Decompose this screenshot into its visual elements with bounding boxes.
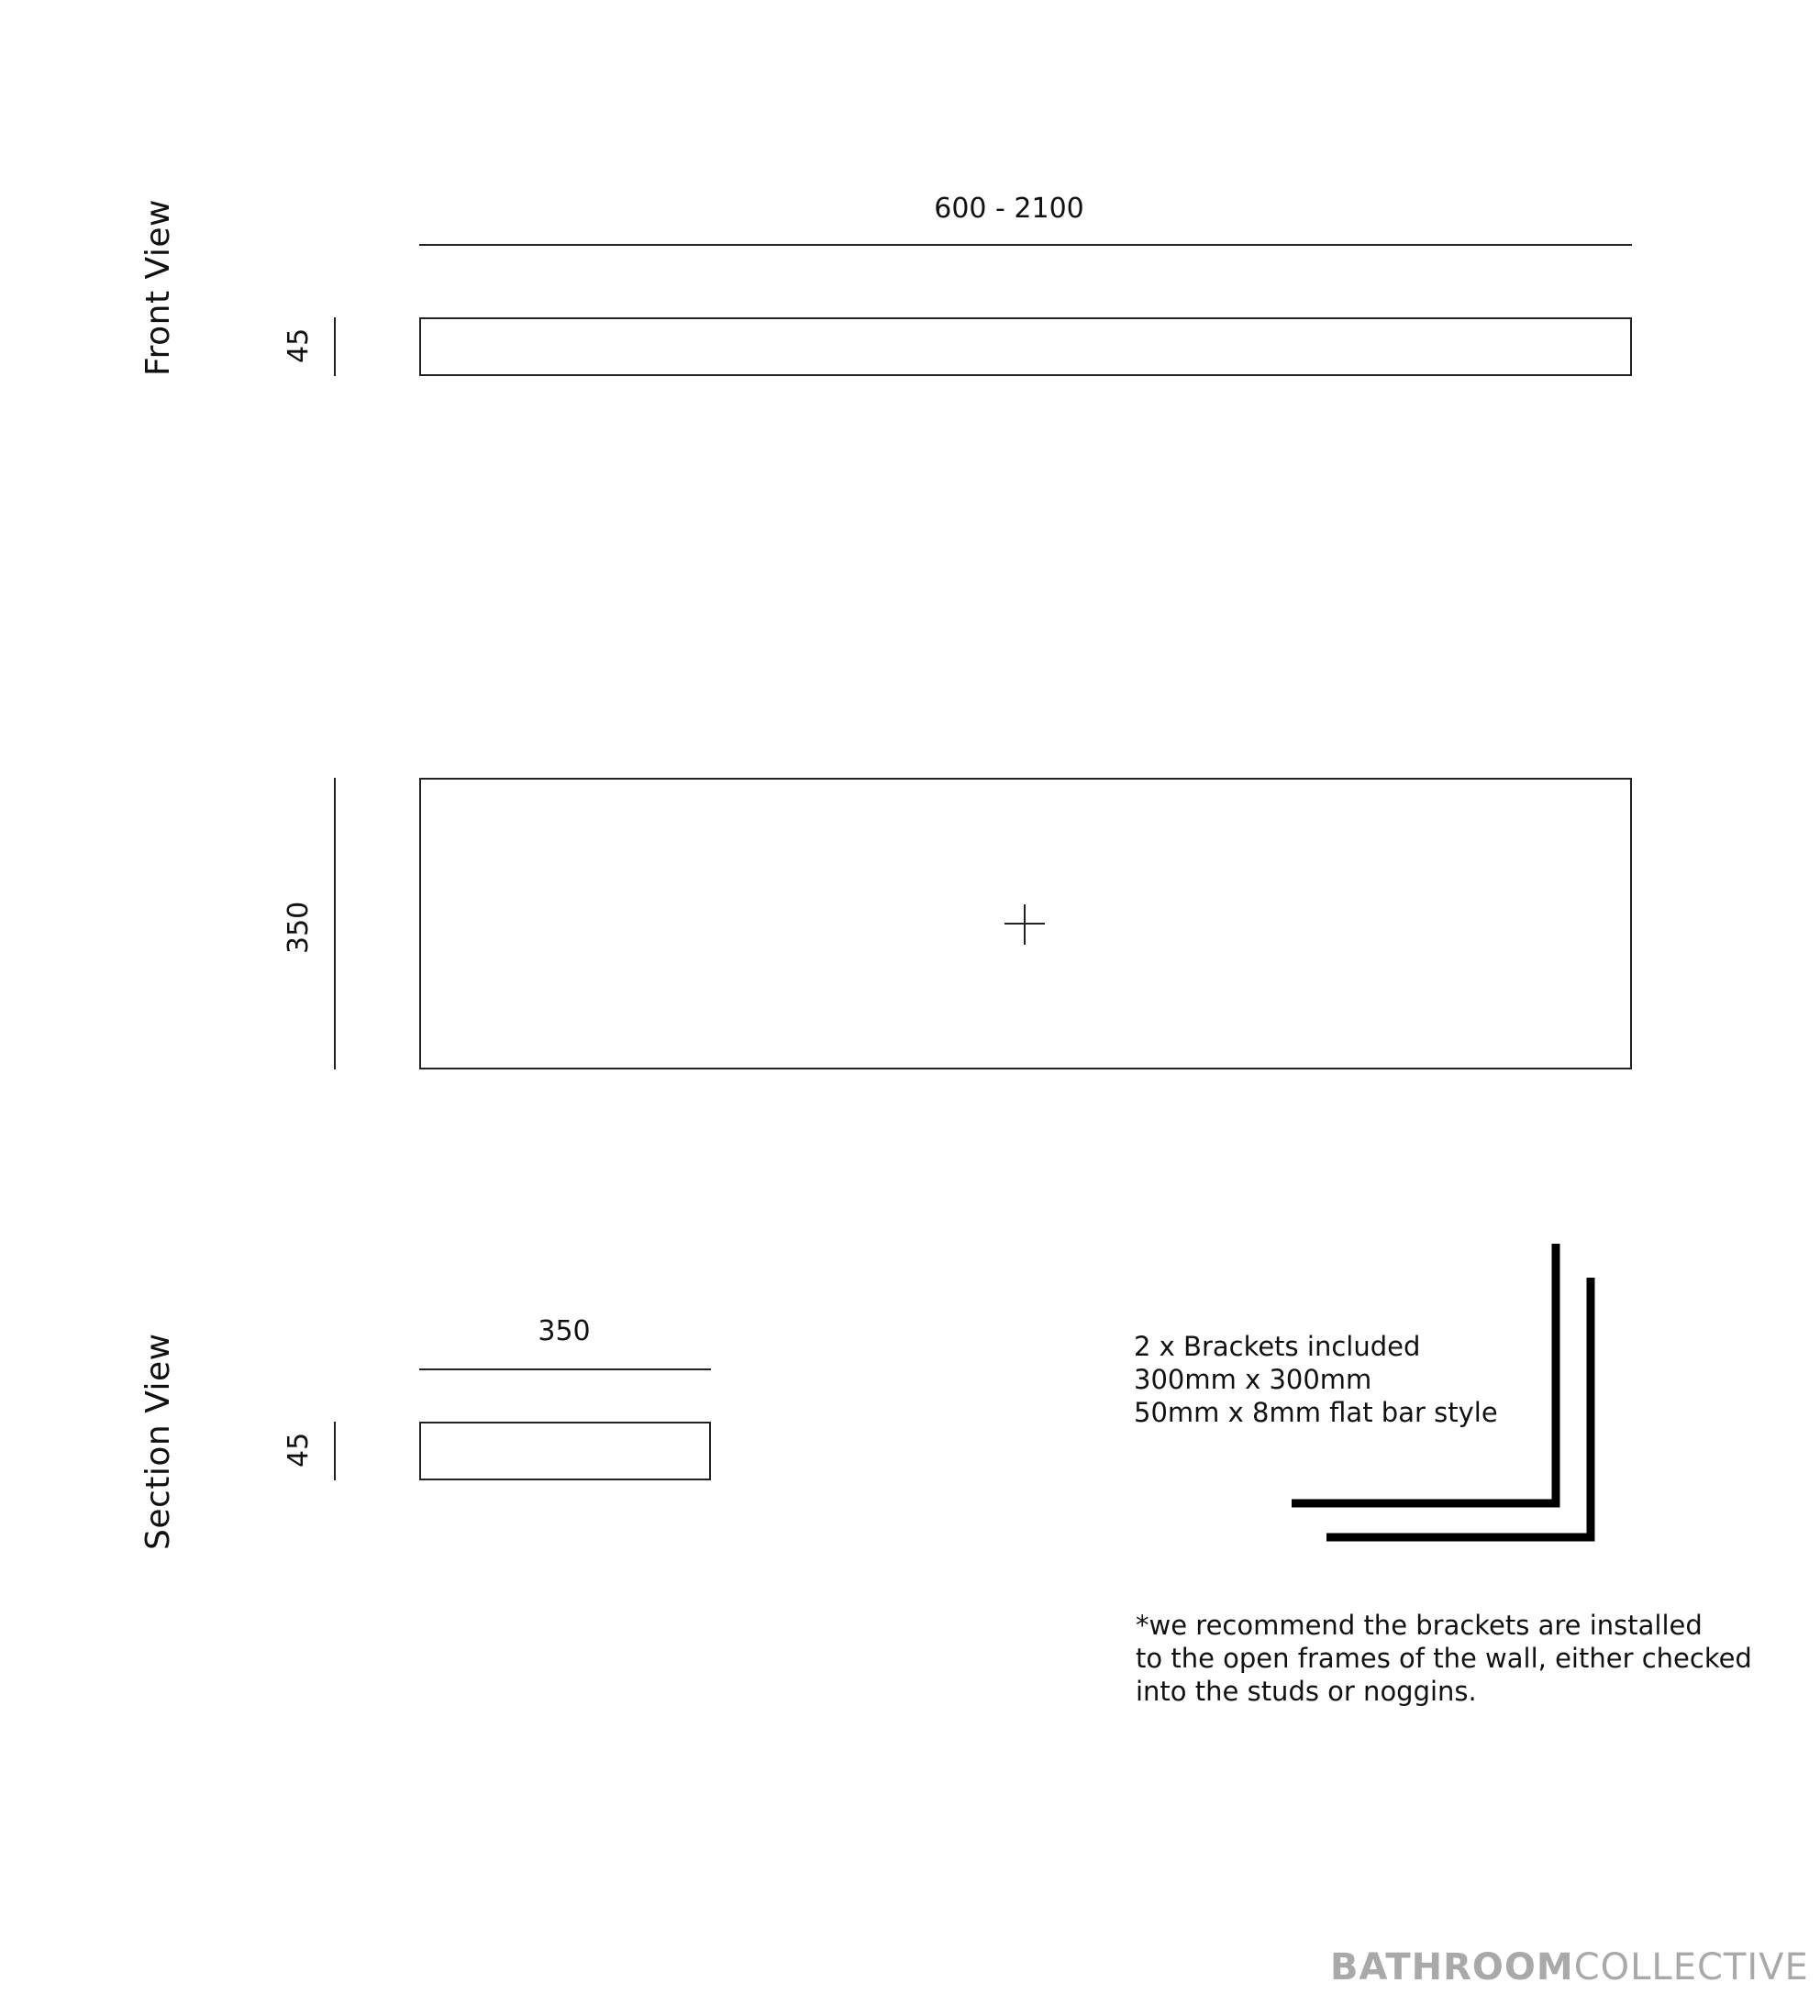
front-width-dimension-line	[419, 244, 1632, 246]
section-thickness-dimension-line	[334, 1422, 336, 1480]
front-width-dimension-text: 600 - 2100	[934, 193, 1084, 225]
section-thickness-dimension-text: 45	[283, 1432, 315, 1468]
front-thickness-dimension-line	[334, 317, 336, 376]
installation-note	[1136, 1609, 1752, 1708]
bracket-info-line: 300mm x 300mm	[1134, 1364, 1372, 1395]
bracket-info-line: 50mm x 8mm flat bar style	[1134, 1397, 1498, 1428]
plan-depth-dimension-line	[334, 778, 336, 1069]
front-elevation-rect	[419, 317, 1632, 376]
section-width-dimension-text: 350	[538, 1315, 591, 1347]
front-view-label: Front View	[139, 199, 177, 376]
section-view-label: Section View	[139, 1333, 177, 1550]
front-thickness-dimension-text: 45	[283, 327, 315, 363]
installation-note-line: to the open frames of the wall, either checked	[1136, 1643, 1752, 1674]
bracket-info-line: 2 x Brackets included	[1134, 1331, 1421, 1362]
brand-logo-bold: BATHROOM	[1330, 1946, 1574, 1988]
installation-note-line: *we recommend the brackets are installed	[1136, 1610, 1703, 1641]
center-cross-vertical	[1024, 904, 1026, 945]
bracket-front-icon	[1292, 1244, 1556, 1503]
bracket-back-icon	[1326, 1278, 1591, 1537]
installation-note-line: into the studs or noggins.	[1136, 1676, 1477, 1707]
brand-logo	[1330, 1946, 1809, 1988]
section-rect	[419, 1422, 711, 1480]
section-width-dimension-line	[419, 1368, 711, 1370]
brand-logo-light: COLLECTIVE	[1573, 1946, 1809, 1988]
plan-depth-dimension-text: 350	[283, 901, 315, 954]
brackets-illustration	[1284, 1238, 1615, 1550]
